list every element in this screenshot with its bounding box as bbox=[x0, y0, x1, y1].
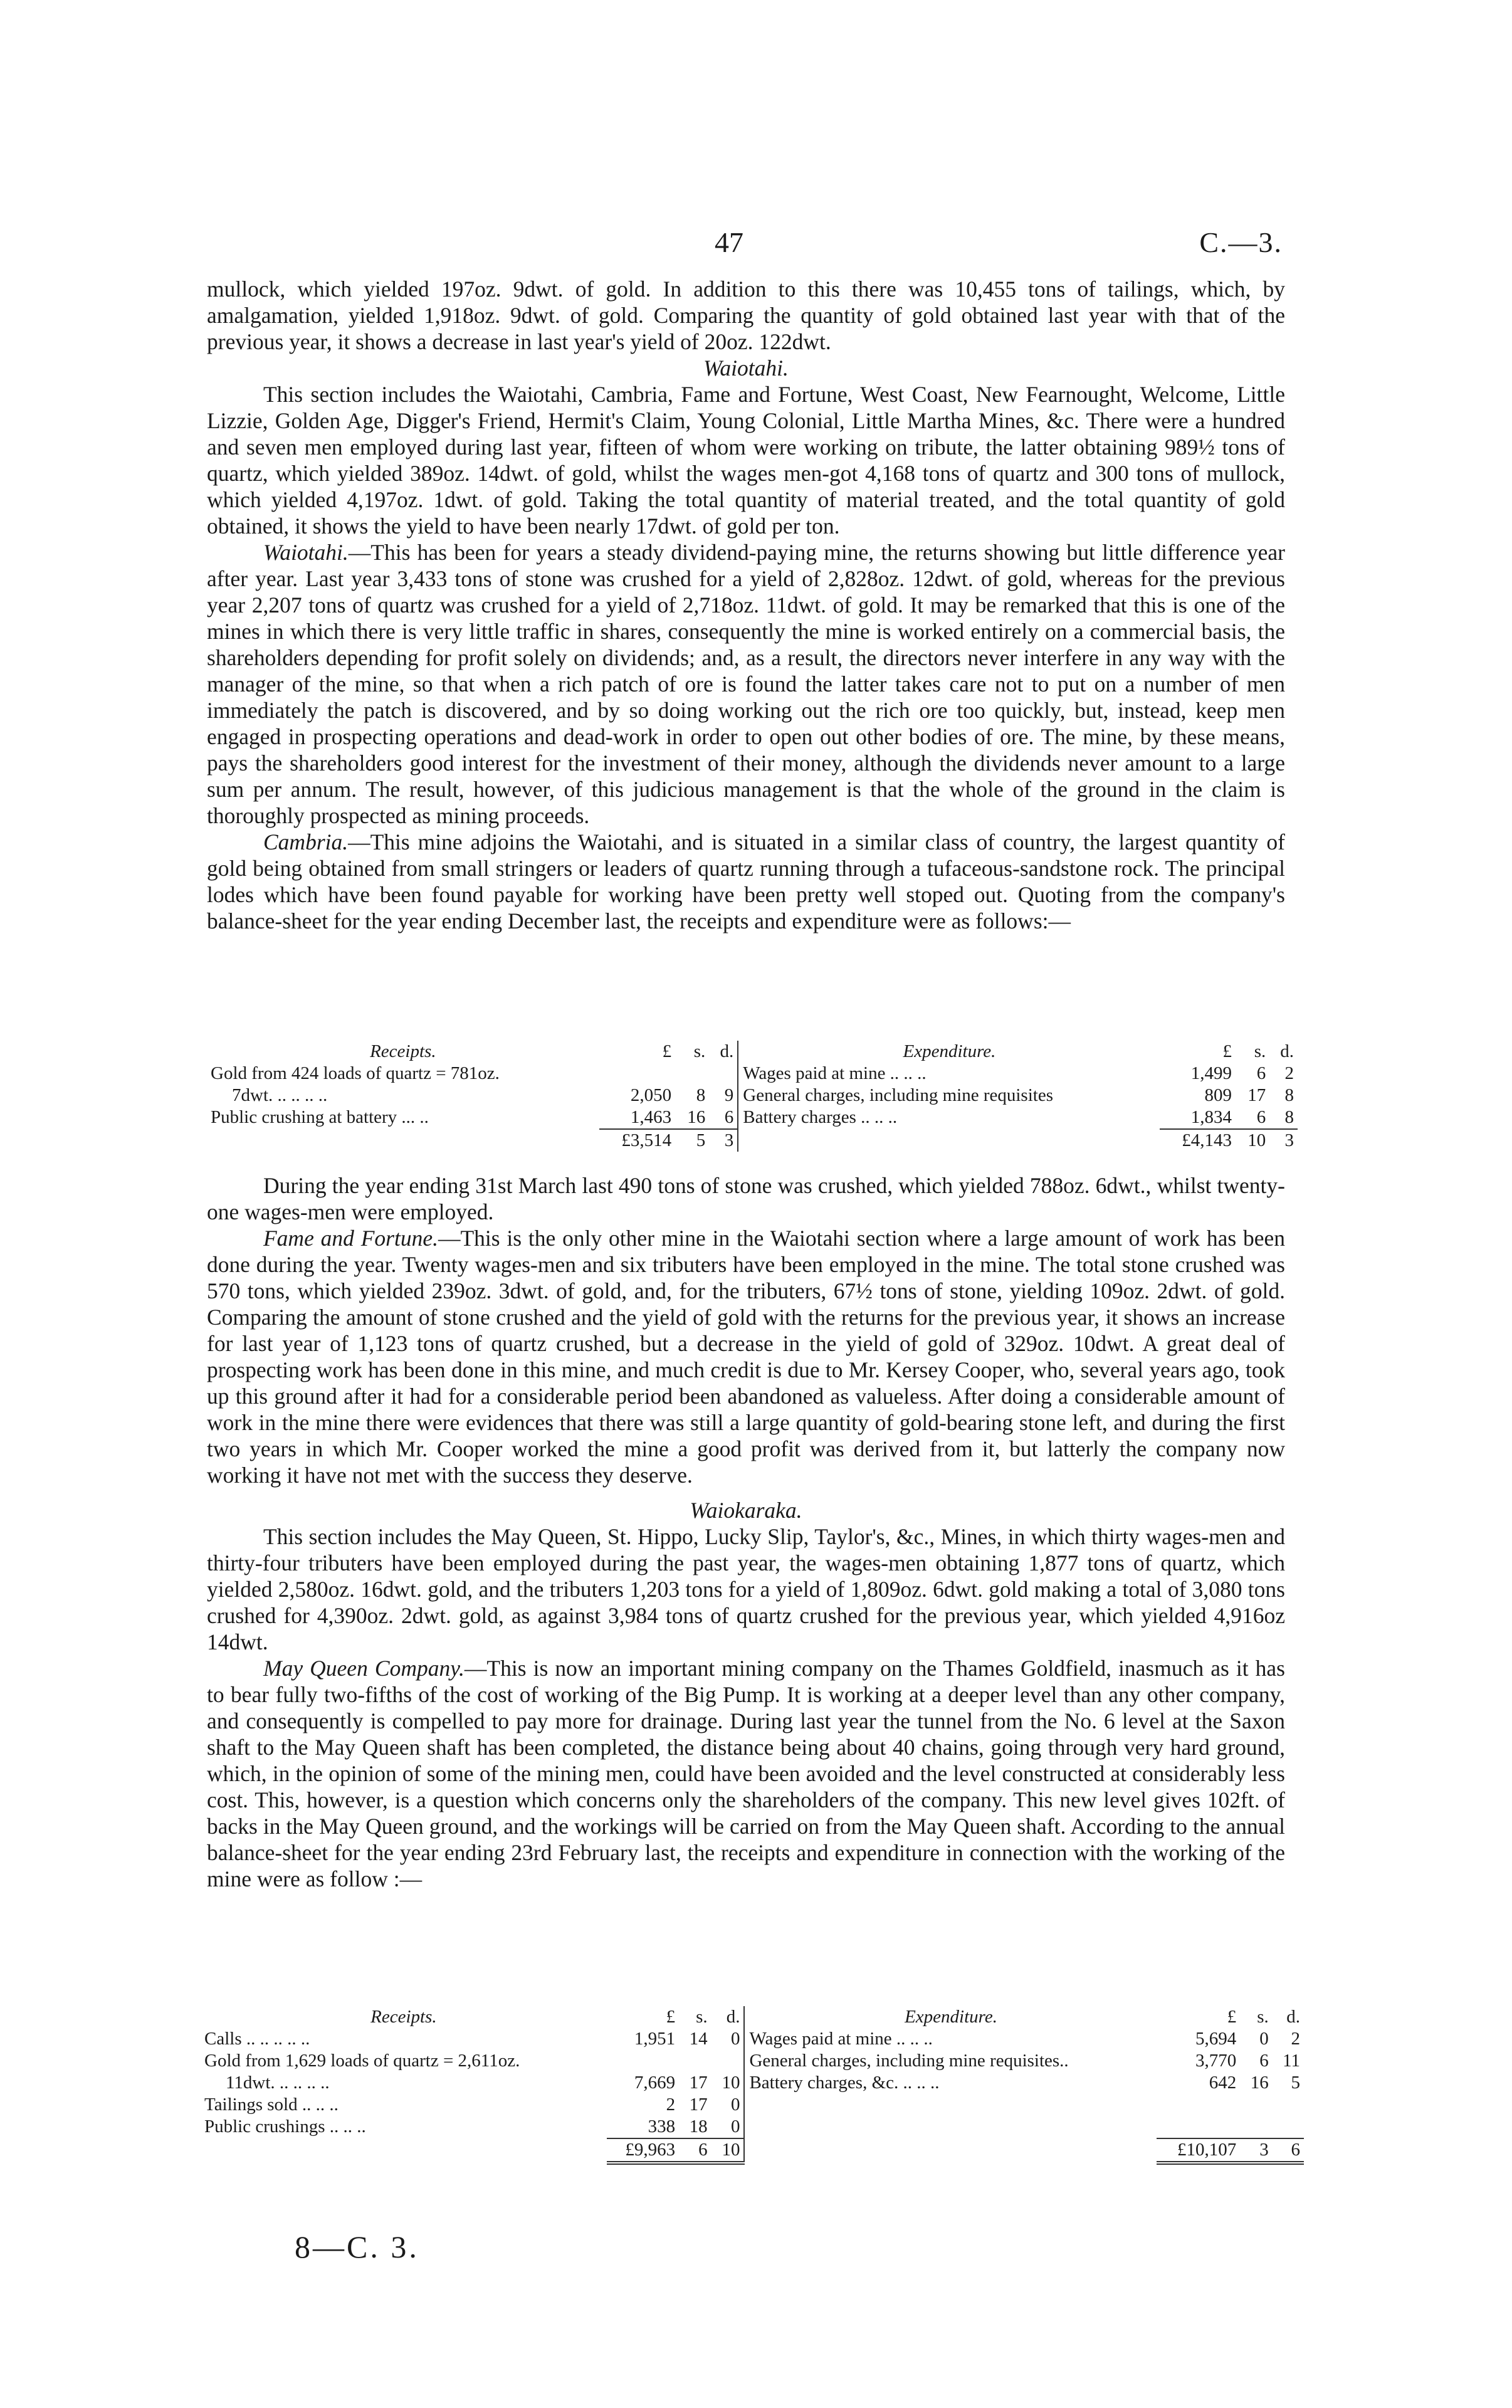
expenditure-total-pounds: £10,107 bbox=[1157, 2138, 1241, 2163]
expenditure-item: Wages paid at mine .. .. .. bbox=[743, 1063, 927, 1083]
paragraph-cambria-year: During the year ending 31st March last 490 tons of stone was crushed, which yielded 788oz. 6dwt., whilst twenty-one wages-men were employed. bbox=[207, 1173, 1285, 1224]
receipt-pence: 9 bbox=[724, 1085, 734, 1105]
expenditure-pence: 11 bbox=[1283, 2051, 1300, 2071]
expenditure-pounds bbox=[1157, 2094, 1241, 2116]
account-total-row bbox=[201, 2138, 1304, 2163]
expenditure-shillings: 6 bbox=[1256, 1063, 1266, 1083]
may-queen-account bbox=[201, 2006, 1304, 2165]
paper-reference: C.—3. bbox=[1199, 226, 1283, 258]
mine-name-may-queen: May Queen Company. bbox=[263, 1656, 465, 1681]
col-pounds: £ bbox=[1222, 1041, 1232, 1061]
expenditure-total-shillings: 10 bbox=[1236, 1129, 1269, 1152]
expenditure-pounds: 809 bbox=[1204, 1085, 1232, 1105]
expenditure-shillings: 17 bbox=[1247, 1085, 1266, 1105]
paragraph-waiotahi-mine bbox=[207, 539, 1285, 829]
col-pence: d. bbox=[1286, 2007, 1300, 2027]
col-shillings: s. bbox=[1254, 1041, 1266, 1061]
paragraph-fame-and-fortune-body: —This is the only other mine in the Waiotahi section where a large amount of work has been done during the year. Twenty wages-men and six tributers have been employed in the mine. The total stone crushed was 570 tons, which yielded 239oz. 3dwt. of gold, and, for the tributers, 67½ tons of stone, yielding 109oz. 2dwt. of gold. Comparing the amount of stone crushed and the yield of gold with the returns for the previous year, it shows an increase for last year of 1,123 tons of quartz crushed, but a decrease in the yield of gold of 329oz. 10dwt. A great deal of prospecting work has been done in this mine, and much credit is due to Mr. Kersey Cooper, who, several years ago, took up this ground after it had for a considerable period been abandoned as valueless. After doing a considerable amount of work in the mine there were evidences that there was still a large quantity of gold-bearing stone left, and during the first two years in which Mr. Cooper worked the mine a good profit was derived from it, but latterly the company now working it have not met with the success they deserve. bbox=[207, 1226, 1285, 1488]
mine-name-fame-and-fortune: Fame and Fortune. bbox=[263, 1226, 438, 1251]
spacer bbox=[745, 2138, 1156, 2163]
receipt-item: Public crushings .. .. .. bbox=[204, 2116, 366, 2137]
expenditure-total-pence: 6 bbox=[1273, 2138, 1304, 2163]
expenditure-total-pence: 3 bbox=[1269, 1129, 1298, 1152]
section-heading-waiokaraka: Waiokaraka. bbox=[690, 1498, 802, 1523]
receipt-shillings bbox=[679, 2050, 711, 2072]
expenditure-item bbox=[745, 2116, 1156, 2138]
receipt-item: Gold from 424 loads of quartz = 781oz. bbox=[211, 1063, 500, 1083]
paragraph-cambria-body: —This mine adjoins the Waiotahi, and is situated in a similar class of country, the largest quantity of gold being obtained from small stringers or leaders of quartz running through a tufaceous-sandstone rock. The principal lodes which have been found payable for working have been pretty well stoped out. Quoting from the company's balance-sheet for the year ending December last, the receipts and expenditure were as follows:— bbox=[207, 829, 1285, 933]
account-total-row bbox=[207, 1129, 1298, 1152]
col-pence: d. bbox=[726, 2007, 740, 2027]
col-pence: d. bbox=[1280, 1041, 1294, 1061]
receipts-total-pounds: £3,514 bbox=[599, 1129, 675, 1152]
receipt-pounds: 2,050 bbox=[630, 1085, 672, 1105]
receipts-total-shillings: 6 bbox=[679, 2138, 711, 2163]
expenditure-pence: 2 bbox=[1284, 1063, 1294, 1083]
receipt-shillings: 16 bbox=[687, 1107, 706, 1127]
receipt-pounds: 7,669 bbox=[634, 2073, 676, 2093]
receipt-pence: 6 bbox=[724, 1107, 734, 1127]
may-queen-account-table bbox=[201, 2006, 1304, 2165]
receipts-title: Receipts. bbox=[370, 1041, 436, 1061]
mine-name-cambria: Cambria. bbox=[263, 829, 349, 854]
receipt-item: 7dwt. .. .. .. .. bbox=[232, 1085, 328, 1105]
receipt-shillings: 17 bbox=[689, 2073, 708, 2093]
cambria-account bbox=[207, 1041, 1298, 1152]
expenditure-total-pounds: £4,143 bbox=[1160, 1129, 1236, 1152]
paragraph-may-queen bbox=[207, 1655, 1285, 1892]
account-row bbox=[207, 1107, 1298, 1129]
receipts-total-pounds: £9,963 bbox=[607, 2138, 679, 2163]
receipts-total-pence: 10 bbox=[711, 2138, 745, 2163]
col-pounds: £ bbox=[666, 2007, 676, 2027]
receipt-pence bbox=[709, 1063, 738, 1085]
receipt-pence bbox=[711, 2050, 745, 2072]
col-shillings: s. bbox=[1257, 2007, 1269, 2027]
receipt-pence: 10 bbox=[722, 2073, 740, 2093]
col-shillings: s. bbox=[693, 1041, 706, 1061]
receipt-item: Gold from 1,629 loads of quartz = 2,611oz. bbox=[204, 2051, 520, 2071]
paragraph-waiotahi-section: This section includes the Waiotahi, Cambria, Fame and Fortune, West Coast, New Fearnought, Welcome, Little Lizzie, Golden Age, Digger's Friend, Hermit's Claim, Young Colonial, Little Martha Mines, &c. There were a hundred and seven men employed during last year, fifteen of whom were working on tribute, the latter obtaining 989½ tons of quartz, which yielded 389oz. 14dwt. of gold, whilst the wages men-got 4,168 tons of quartz and 300 tons of mullock, which yielded 4,197oz. 1dwt. of gold. Taking the total quantity of material treated, and the total quantity of gold obtained, it shows the yield to have been nearly 17dwt. of gold per ton. bbox=[207, 382, 1285, 539]
expenditure-pence: 5 bbox=[1291, 2073, 1300, 2093]
receipt-shillings: 17 bbox=[689, 2095, 708, 2115]
text-block-middle bbox=[207, 1172, 1285, 1892]
expenditure-pence bbox=[1273, 2116, 1304, 2138]
paragraph-fame-and-fortune bbox=[207, 1225, 1285, 1488]
col-pounds: £ bbox=[662, 1041, 672, 1061]
paragraph-may-queen-body: —This is now an important mining company on the Thames Goldfield, inasmuch as it has to bear fully two-fifths of the cost of working of the Big Pump. It is working at a deeper level than any other company, and consequently is compelled to pay more for drainage. During last year the tunnel from the No. 6 level at the Saxon shaft to the May Queen shaft has been completed, the distance being about 40 chains, going through very hard ground, which, in the opinion of some of the mining men, could have been avoided and the level constructed at considerably less cost. This, however, is a question which concerns only the shareholders of the company. This new level gives 102ft. of backs in the May Queen ground, and the workings will be carried on from the May Queen shaft. According to the annual balance-sheet for the year ending 23rd February last, the receipts and expenditure in connection with the working of the mine were as follow :— bbox=[207, 1656, 1285, 1891]
col-pounds: £ bbox=[1227, 2007, 1237, 2027]
spacer bbox=[739, 1129, 1159, 1152]
expenditure-item: Wages paid at mine .. .. .. bbox=[749, 2029, 933, 2049]
account-row bbox=[207, 1085, 1298, 1107]
expenditure-item: Battery charges, &c. .. .. .. bbox=[749, 2073, 940, 2093]
spacer bbox=[207, 1129, 599, 1152]
receipt-shillings bbox=[675, 1063, 709, 1085]
receipts-total-shillings: 5 bbox=[675, 1129, 709, 1152]
receipt-item: Calls .. .. .. .. .. bbox=[204, 2029, 310, 2049]
receipt-pounds: 338 bbox=[648, 2116, 676, 2137]
receipt-item: Public crushing at battery ... .. bbox=[211, 1107, 429, 1127]
expenditure-shillings: 6 bbox=[1256, 1107, 1266, 1127]
receipt-pounds: 1,951 bbox=[634, 2029, 676, 2049]
expenditure-pence bbox=[1273, 2094, 1304, 2116]
receipt-item: 11dwt. .. .. .. .. bbox=[226, 2073, 330, 2093]
expenditure-pence: 8 bbox=[1284, 1107, 1294, 1127]
expenditure-shillings: 16 bbox=[1250, 2073, 1269, 2093]
receipt-pounds bbox=[607, 2050, 679, 2072]
expenditure-item: General charges, including mine requisites bbox=[743, 1085, 1053, 1105]
receipt-pence: 0 bbox=[730, 2029, 740, 2049]
receipt-item: Tailings sold .. .. .. bbox=[204, 2095, 339, 2115]
expenditure-total-shillings: 3 bbox=[1240, 2138, 1273, 2163]
expenditure-shillings: 6 bbox=[1259, 2051, 1269, 2071]
expenditure-item: General charges, including mine requisites.. bbox=[749, 2051, 1069, 2071]
section-heading-waiotahi: Waiotahi. bbox=[703, 355, 789, 381]
account-row bbox=[201, 2028, 1304, 2050]
paragraph-mullock: mullock, which yielded 197oz. 9dwt. of gold. In addition to this there was 10,455 tons of tailings, which, by amalgamation, yielded 1,918oz. 9dwt. of gold. Comparing the quantity of gold obtained last year with that of the previous year, it shows a decrease in last year's yield of 20oz. 122dwt. bbox=[207, 276, 1285, 354]
expenditure-title: Expenditure. bbox=[905, 2007, 997, 2027]
account-header-row bbox=[201, 2006, 1304, 2028]
account-row bbox=[201, 2094, 1304, 2116]
cambria-account-table bbox=[207, 1041, 1298, 1152]
receipts-title: Receipts. bbox=[370, 2007, 437, 2027]
expenditure-item: Battery charges .. .. .. bbox=[743, 1107, 898, 1127]
receipt-pence: 0 bbox=[730, 2095, 740, 2115]
account-row bbox=[207, 1063, 1298, 1085]
expenditure-pounds: 1,834 bbox=[1190, 1107, 1232, 1127]
mine-name-waiotahi: Waiotahi. bbox=[263, 540, 349, 565]
expenditure-pounds: 5,694 bbox=[1195, 2029, 1237, 2049]
receipt-pounds: 1,463 bbox=[630, 1107, 672, 1127]
receipt-pounds bbox=[599, 1063, 675, 1085]
receipts-total-pence: 3 bbox=[709, 1129, 738, 1152]
account-row bbox=[201, 2050, 1304, 2072]
text-block-upper bbox=[207, 276, 1285, 934]
receipt-shillings: 8 bbox=[696, 1085, 706, 1105]
expenditure-pounds: 1,499 bbox=[1190, 1063, 1232, 1083]
page-number: 47 bbox=[715, 226, 743, 258]
expenditure-title: Expenditure. bbox=[903, 1041, 996, 1061]
paragraph-cambria bbox=[207, 829, 1285, 934]
receipt-shillings: 14 bbox=[689, 2029, 708, 2049]
account-header-row bbox=[207, 1041, 1298, 1063]
expenditure-pence: 8 bbox=[1284, 1085, 1294, 1105]
expenditure-pounds bbox=[1157, 2116, 1241, 2138]
expenditure-pounds: 3,770 bbox=[1195, 2051, 1237, 2071]
paragraph-waiokaraka-section: This section includes the May Queen, St. Hippo, Lucky Slip, Taylor's, &c., Mines, in which thirty wages-men and thirty-four tributers have been employed during the past year, the wages-men obtaining 1,877 tons of quartz, which yielded 2,580oz. 16dwt. gold, and the tributers 1,203 tons for a yield of 1,809oz. 6dwt. gold making a total of 3,080 tons crushed for 4,390oz. 2dwt. gold, as against 3,984 tons of quartz crushed for the previous year, which yielded 4,916oz 14dwt. bbox=[207, 1524, 1285, 1654]
expenditure-pounds: 642 bbox=[1209, 2073, 1237, 2093]
col-pence: d. bbox=[720, 1041, 734, 1061]
paragraph-waiotahi-mine-body: —This has been for years a steady dividend-paying mine, the returns showing but little difference year after year. Last year 3,433 tons of stone was crushed for a yield of 2,828oz. 12dwt. of gold, whereas for the previous year 2,207 tons of quartz was crushed for a yield of 2,718oz. 11dwt. of gold. It may be remarked that this is one of the mines in which there is very little traffic in shares, consequently the mine is worked entirely on a commercial basis, the shareholders depending for profit solely on dividends; and, as a result, the directors never interfere in any way with the manager of the mine, so that when a rich patch of ore is found the latter takes care not to put on a number of men immediately the patch is discovered, and by so doing working out the rich ore too quickly, but, instead, keep men engaged in prospecting operations and dead-work in order to open out other bodies of ore. The mine, by these means, pays the shareholders good interest for the investment of their money, although the dividends never amount to a large sum per annum. The result, however, of this judicious management is that the whole of the ground in the claim is thoroughly prospected as mining proceeds. bbox=[207, 540, 1285, 828]
account-row bbox=[201, 2072, 1304, 2094]
receipt-pence: 0 bbox=[730, 2116, 740, 2137]
expenditure-shillings bbox=[1240, 2116, 1273, 2138]
expenditure-pence: 2 bbox=[1291, 2029, 1300, 2049]
expenditure-item bbox=[745, 2094, 1156, 2116]
expenditure-shillings: 0 bbox=[1259, 2029, 1269, 2049]
spacer bbox=[201, 2138, 607, 2163]
signature-mark: 8—C. 3. bbox=[295, 2229, 419, 2264]
receipt-shillings: 18 bbox=[689, 2116, 708, 2137]
col-shillings: s. bbox=[696, 2007, 708, 2027]
receipt-pounds: 2 bbox=[666, 2095, 676, 2115]
account-row bbox=[201, 2116, 1304, 2138]
expenditure-shillings bbox=[1240, 2094, 1273, 2116]
